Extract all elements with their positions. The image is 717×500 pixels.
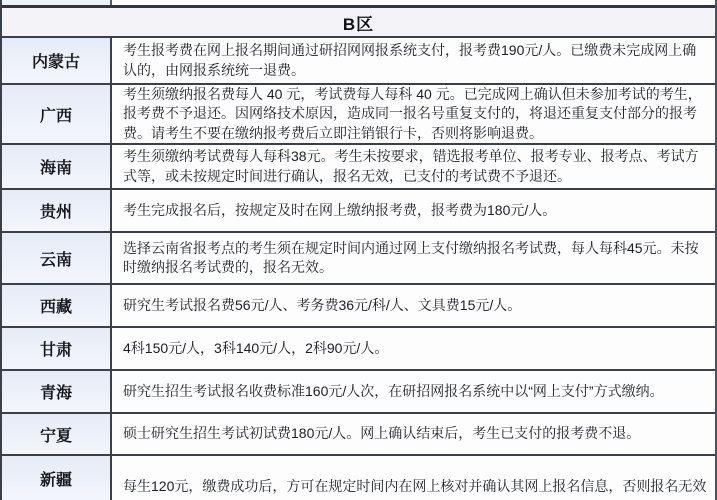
table-row-neimenggu <box>2 38 715 85</box>
zone-header-title: B区 <box>342 14 375 34</box>
detail-cell: 研究生考试报名费56元/人、考务费36元/科/人、文具费15元/人。 <box>123 296 522 313</box>
province-cell: 宁夏 <box>2 414 112 454</box>
table-row-qinghai <box>2 371 715 414</box>
detail-cell: 考生完成报名后，按规定及时在网上缴纳报考费，报考费为180元/人。 <box>123 201 557 218</box>
table-row-xinjiang <box>2 456 715 500</box>
zone-header-row <box>2 8 715 38</box>
table-row-yunnan <box>2 233 715 285</box>
province-cell: 海南 <box>2 145 112 188</box>
table-row-gansu <box>2 328 715 371</box>
detail-cell: 硕士研究生招生考试初试费180元/人。网上确认结束后，考生已支付的报考费不退。 <box>123 425 641 442</box>
province-cell: 新疆 <box>2 456 112 500</box>
detail-cell: 考生须缴纳考试费每人每科38元。考生未按要求，错选报考单位、报考专业、报考点、考试方式等，或未按规定时间进行确认，报名无效，已支付的考试费不予退还。 <box>123 148 699 184</box>
province-cell: 广西 <box>2 85 112 143</box>
detail-cell: 考生须缴纳报名费每人 40 元，考试费每人每科 40 元。已完成网上确认但未参加考试的考生，报考费不予退还。因网络技术原因，造成同一报名号重复支付的，将退还重复支付部分的报考费。请考生不要在缴纳报考费后立即注销银行卡，否则将影响退费。 <box>123 86 702 141</box>
cut-off-province-cell <box>2 0 112 5</box>
table-row-ningxia <box>2 414 715 456</box>
cut-off-detail-cell <box>112 0 715 5</box>
detail-cell: 4科150元/人，3科140元/人，2科90元/人。 <box>123 339 389 356</box>
detail-cell: 研究生招生考试报名收费标准160元/人次，在研招网报名系统中以“网上支付”方式缴纳。 <box>123 382 664 399</box>
province-cell: 西藏 <box>2 285 112 326</box>
table-row-guizhou <box>2 190 715 233</box>
province-cell: 内蒙古 <box>2 38 112 83</box>
cut-off-previous-row <box>2 0 715 8</box>
table-row-guangxi <box>2 85 715 145</box>
province-cell: 青海 <box>2 371 112 412</box>
detail-cell: 每生120元，缴费成功后，方可在规定时间内在网上核对并确认其网上报名信息，否则报名无效 <box>123 477 707 494</box>
province-cell: 云南 <box>2 233 112 283</box>
detail-cell: 选择云南省报考点的考生须在规定时间内通过网上支付缴纳报名考试费，每人每科45元。未按时缴纳报名考试费的，报名无效。 <box>123 239 699 275</box>
province-cell: 贵州 <box>2 190 112 231</box>
table-row-hainan <box>2 145 715 190</box>
table-row-xizang <box>2 285 715 328</box>
detail-cell: 考生报考费在网上报名期间通过研招网网报系统支付，报考费190元/人。已缴费未完成网上确认的，由网报系统统一退费。 <box>123 42 697 78</box>
province-cell: 甘肃 <box>2 328 112 369</box>
